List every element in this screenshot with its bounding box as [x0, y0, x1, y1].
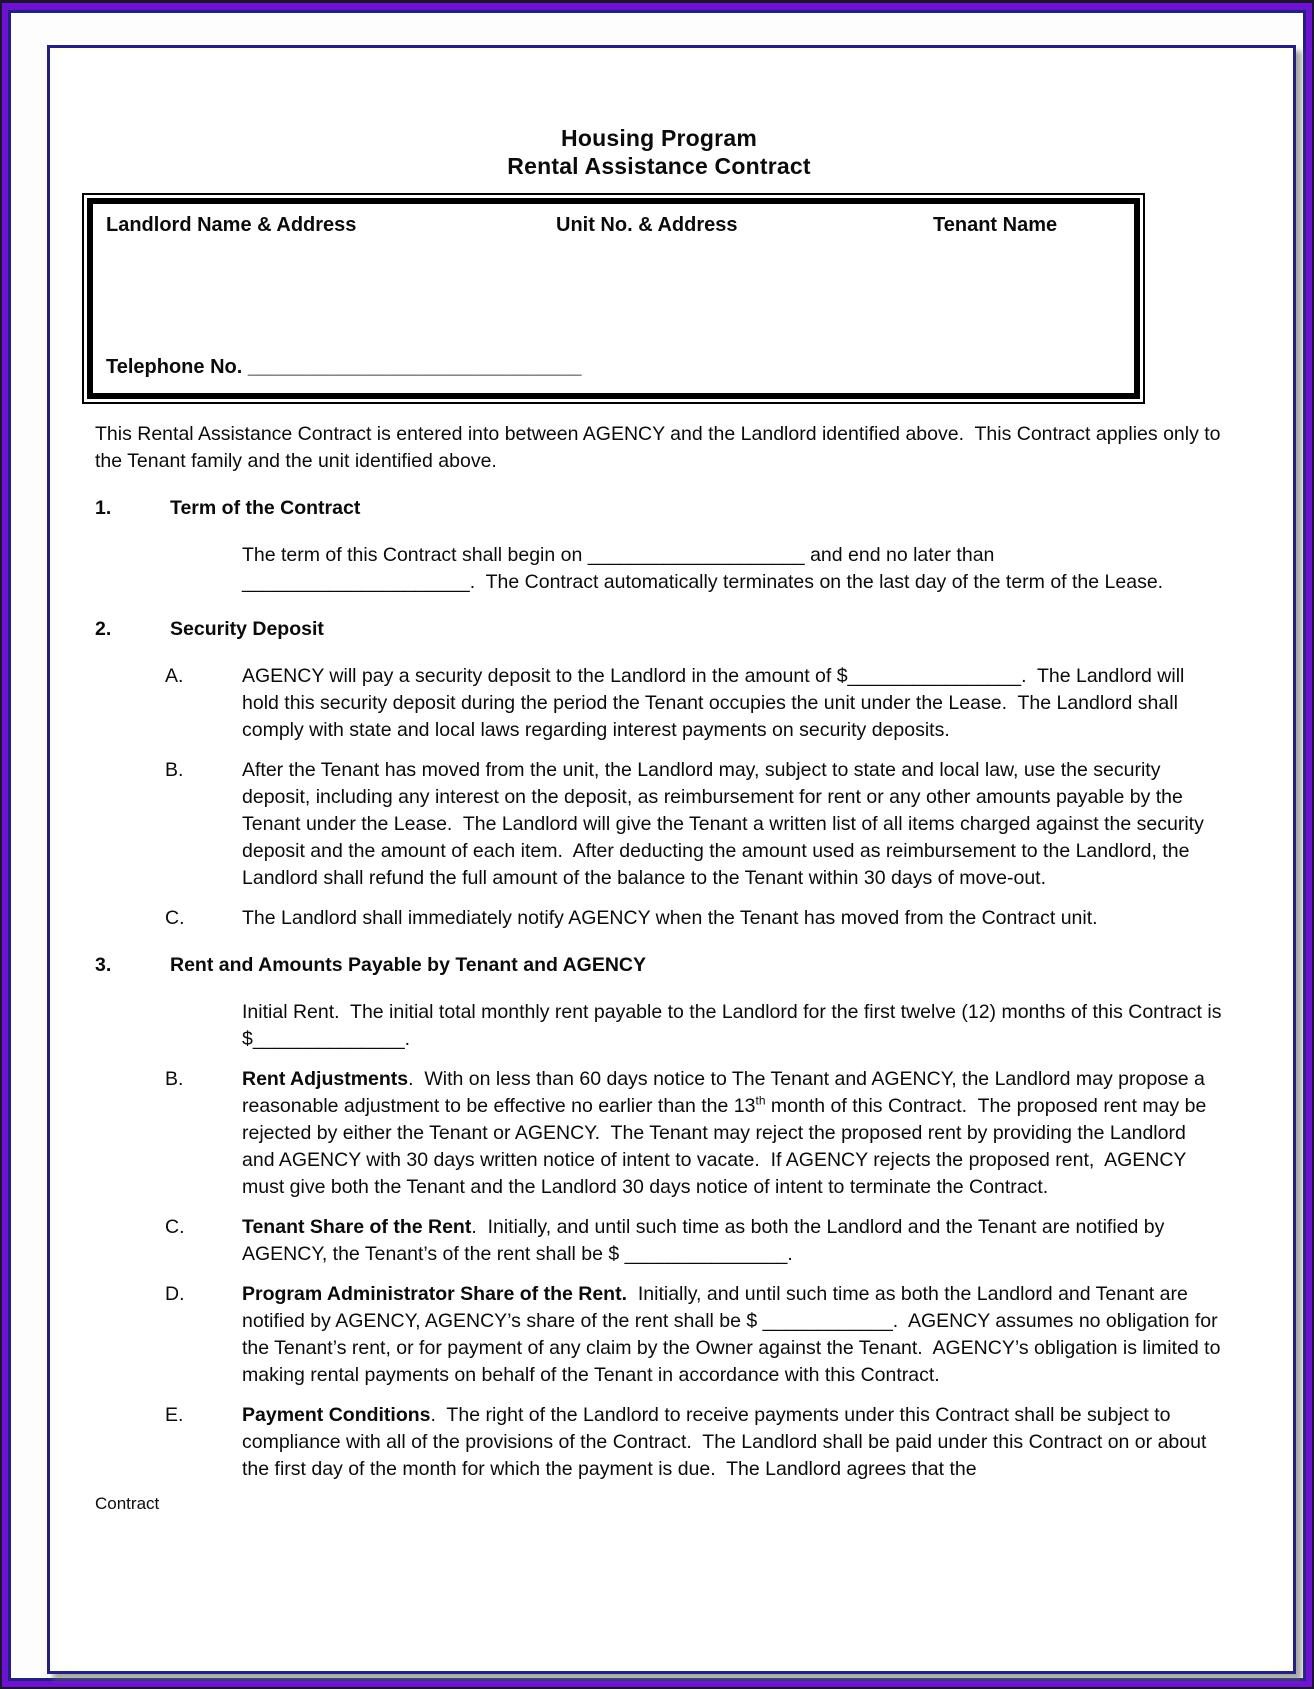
item-d-text [242, 1281, 1226, 1389]
item-b-text [242, 1066, 1223, 1201]
section-3-heading: Rent and Amounts Payable by Tenant and AGENCY [170, 954, 647, 976]
section-2-item-c [95, 905, 1223, 932]
section-1-paragraph: The term of this Contract shall begin on ____________________ and end no later than _____________________. The Contract automatically terminates on the last day of the term of the Lease. [242, 544, 1164, 593]
tenant-share-lead: Tenant Share of the Rent [242, 1216, 472, 1238]
item-e-letter: E. [165, 1404, 184, 1426]
section-1-heading: Term of the Contract [170, 497, 361, 519]
section-3-initial-rent-paragraph: Initial Rent. The initial total monthly rent payable to the Landlord for the first twelve (12) months of this Contract is $______________. [242, 1001, 1227, 1050]
item-b-letter: B. [165, 759, 184, 781]
item-e-text [242, 1402, 1223, 1483]
item-b-text: After the Tenant has moved from the unit, the Landlord may, subject to state and local law, use the security deposit, including any interest on the deposit, as reimbursement for rent or any other amounts payable by the Tenant under the Lease. The Landlord will give the Tenant a written list of all items charged against the security deposit and the amount of each item. After deducting the amount used as reimbursement to the Landlord, the Landlord shall refund the full amount of the balance to the Tenant within 30 days of move-out. [242, 759, 1210, 889]
section-3-item-c [95, 1214, 1223, 1268]
tenant-share-text: . Initially, and until such time as both the Landlord and the Tenant are notified by AGENCY, the Tenant’s of the rent shall be $ _______________. [242, 1216, 1169, 1265]
section-2-item-a [95, 663, 1223, 744]
section-3-heading-row [95, 952, 1223, 979]
document-title [95, 124, 1223, 180]
telephone-label: Telephone No. [106, 356, 248, 378]
section-2-heading: Security Deposit [170, 618, 324, 640]
section-1-heading-row [95, 495, 1223, 522]
info-box-header-row [106, 212, 1134, 239]
section-2-item-b [95, 757, 1223, 892]
telephone-row [106, 354, 1134, 381]
section-2-number: 2. [95, 618, 112, 640]
section-3-item-b [95, 1066, 1223, 1201]
section-3-item-d [95, 1281, 1226, 1389]
item-a-letter: A. [165, 665, 184, 687]
ordinal-superscript: th [755, 1093, 766, 1108]
item-a-text: AGENCY will pay a security deposit to the Landlord in the amount of $________________. The Landlord will hold this security deposit during the period the Tenant occupies the unit under the Lease. The Landlord shall comply with state and local laws regarding interest payments on security deposits. [242, 665, 1190, 741]
rent-adjustments-text-before-sup: . With on less than 60 days notice to The Tenant and AGENCY, the Landlord may propose a reasonable adjustment to be effective no earlier than the 13 [242, 1068, 1211, 1117]
document-content [50, 48, 1293, 1671]
payment-conditions-lead: Payment Conditions [242, 1404, 431, 1426]
payment-conditions-text: . The right of the Landlord to receive payments under this Contract shall be subject to compliance with all of the provisions of the Contract. The Landlord shall be paid under this Contract on or about the first day of the month for which the payment is due. The Landlord agrees that the [242, 1404, 1212, 1480]
title-line-2: Rental Assistance Contract [507, 153, 811, 179]
section-2-heading-row [95, 616, 1223, 643]
section-3-item-e [95, 1402, 1223, 1483]
item-c-text [242, 1214, 1223, 1268]
landlord-info-box [87, 198, 1140, 399]
landlord-name-address-header: Landlord Name & Address [106, 214, 357, 236]
unit-no-address-header: Unit No. & Address [556, 214, 738, 236]
navy-frame-line [8, 10, 1306, 1681]
section-1-number: 1. [95, 497, 112, 519]
item-c-letter: C. [165, 907, 185, 929]
program-administrator-share-lead: Program Administrator Share of the Rent. [242, 1283, 628, 1305]
page-footer-label: Contract [95, 1494, 160, 1513]
page-margin-area [11, 13, 1303, 1678]
item-c-text: The Landlord shall immediately notify AGENCY when the Tenant has moved from the Contract unit. [242, 907, 1098, 929]
program-administrator-share-text: Initially, and until such time as both the Landlord and Tenant are notified by AGENCY, AGENCY’s share of the rent shall be $ ____________. AGENCY assumes no obligation for the Tenant’s rent, or for payment of any claim by the Owner against the Tenant. AGENCY’s obligation is limited to making rental payments on behalf of the Tenant in accordance with this Contract. [242, 1283, 1226, 1386]
item-c-letter: C. [165, 1216, 185, 1238]
document-page [47, 45, 1296, 1674]
rent-adjustments-lead: Rent Adjustments [242, 1068, 409, 1090]
tenant-name-header: Tenant Name [933, 214, 1058, 236]
item-b-letter: B. [165, 1068, 184, 1090]
title-line-1: Housing Program [561, 125, 757, 151]
telephone-blank-line: ______________________________ [247, 356, 582, 378]
item-d-letter: D. [165, 1283, 185, 1305]
section-3-number: 3. [95, 954, 112, 976]
rent-adjustments-text-after-sup: month of this Contract. The proposed rent may be rejected by either the Tenant or AGENCY. The Tenant may reject the proposed rent by providing the Landlord and AGENCY with 30 days written notice of intent to vacate. If AGENCY rejects the proposed rent, AGENCY must give both the Tenant and the Landlord 30 days notice of intent to terminate the Contract. [242, 1095, 1212, 1198]
intro-paragraph: This Rental Assistance Contract is entered into between AGENCY and the Landlord identified above. This Contract applies only to the Tenant family and the unit identified above. [95, 423, 1226, 472]
purple-frame [2, 3, 1312, 1687]
